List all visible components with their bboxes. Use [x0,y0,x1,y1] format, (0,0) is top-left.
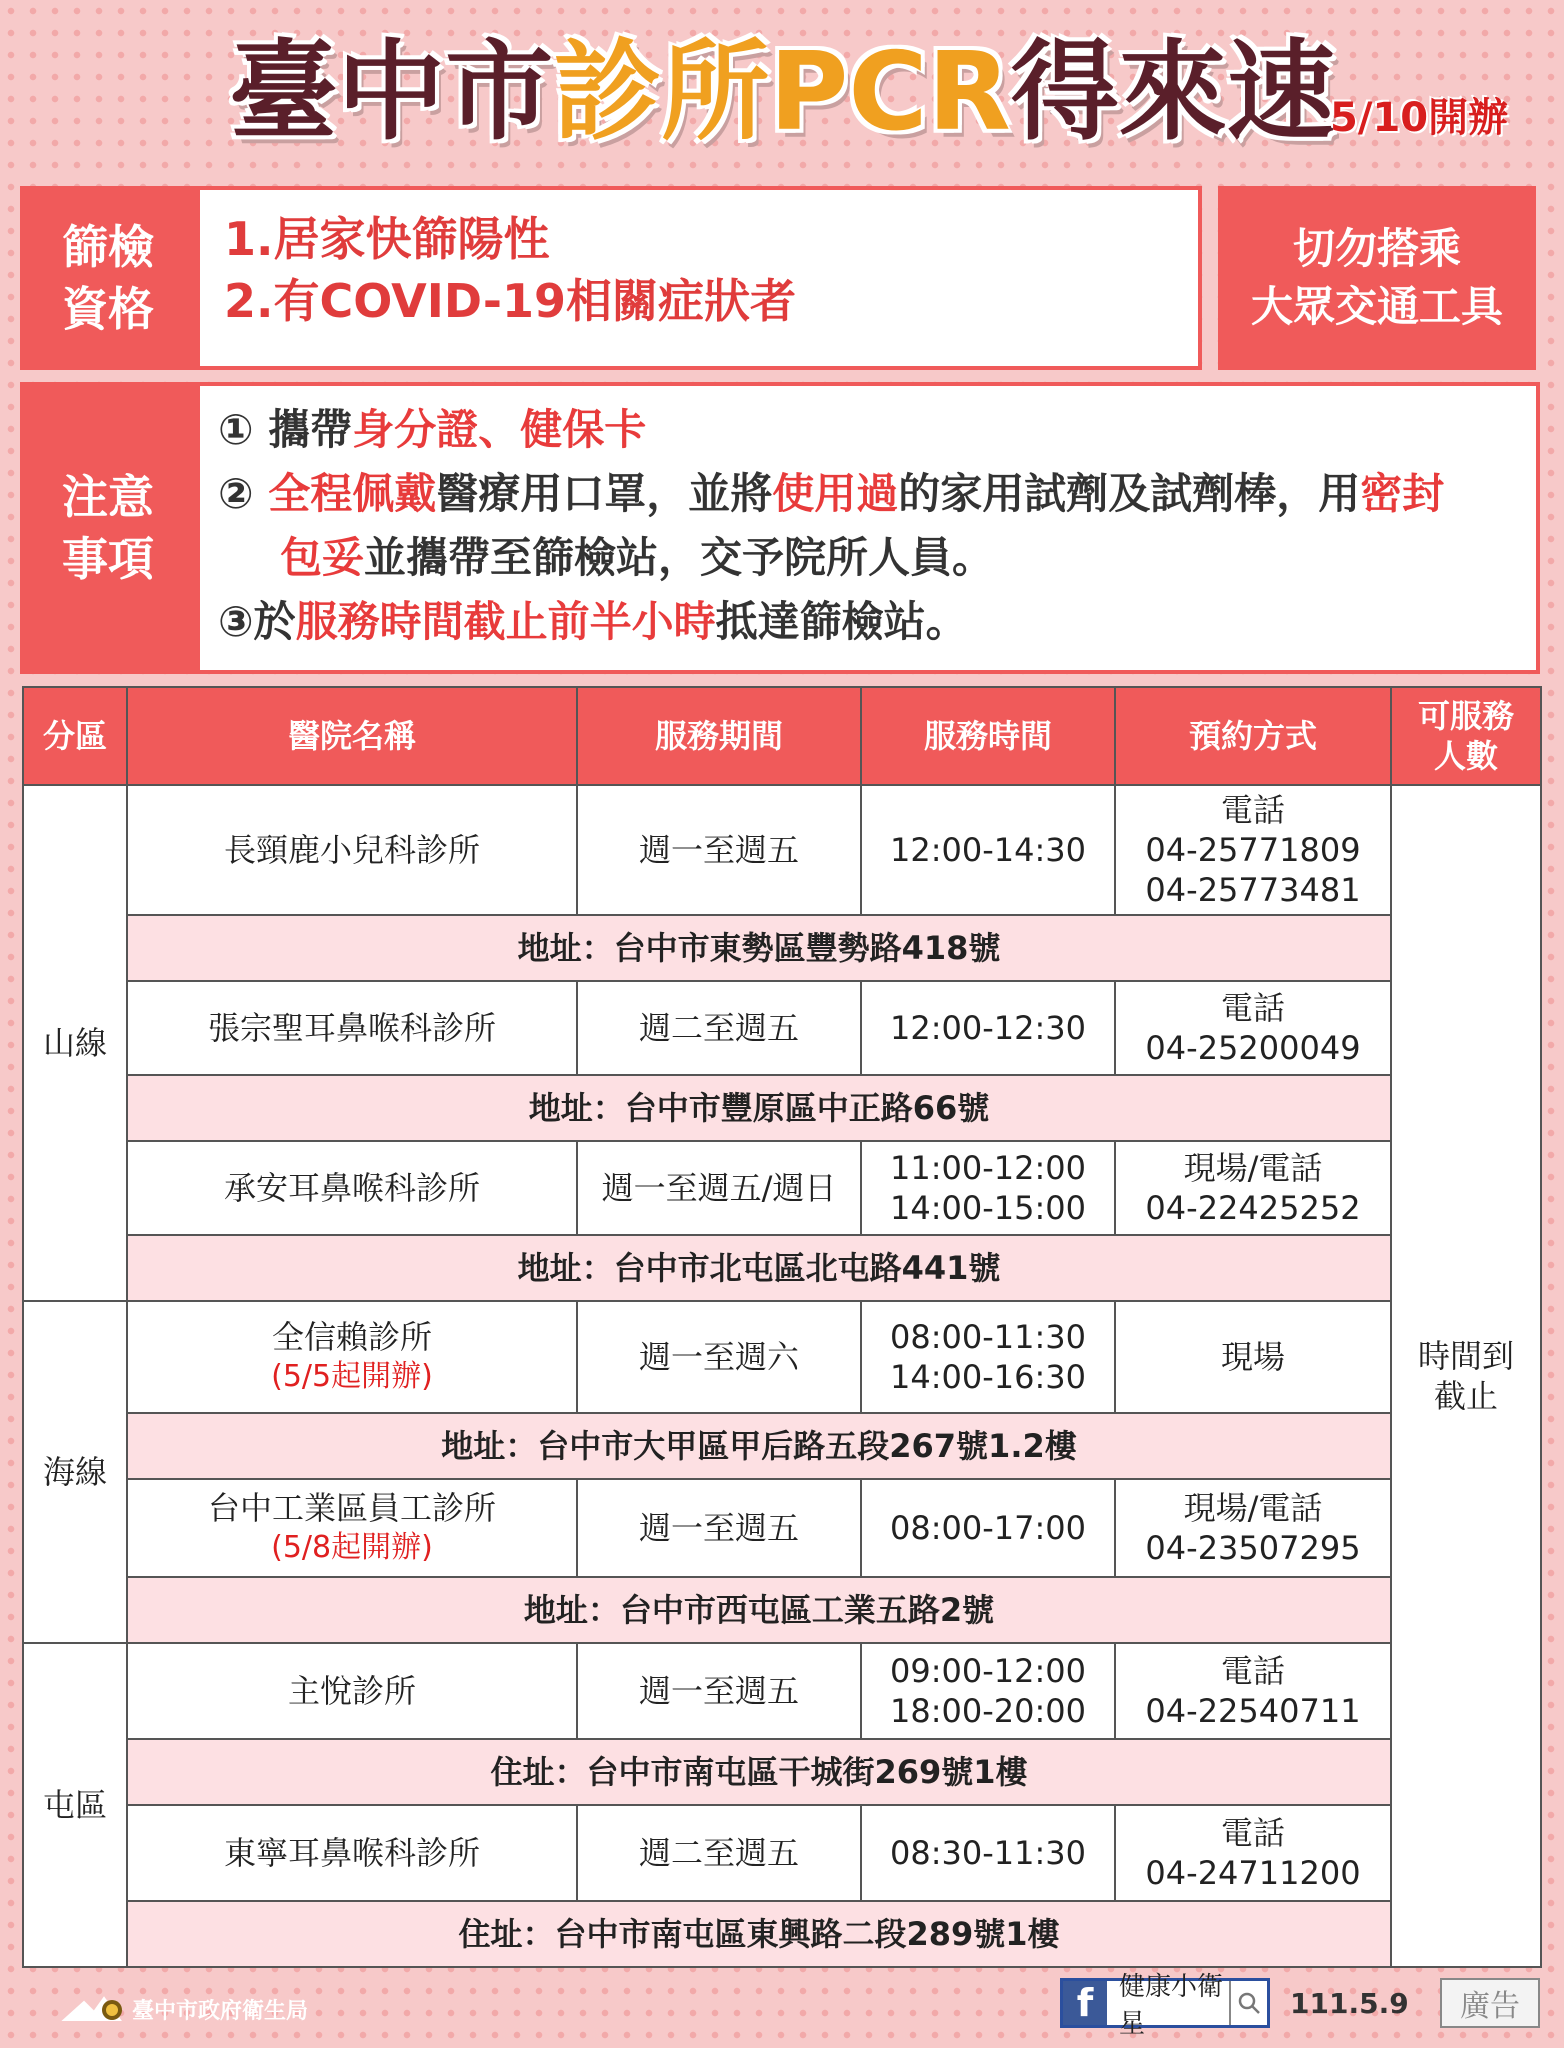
address-row [23,1413,1541,1479]
service-period: 週一至週五 [577,785,861,915]
service-period: 週一至週六 [577,1301,861,1413]
service-period: 週一至週五 [577,1479,861,1577]
notice-text: 醫療用口罩，並將 [436,469,773,518]
header-district: 分區 [23,687,127,785]
region-cell: 海線 [23,1301,127,1643]
table-row [23,981,1541,1075]
booking-line: 04-25771809 [1145,831,1361,869]
service-hours: 08:30-11:30 [861,1805,1115,1901]
booking-method [1115,981,1391,1075]
address-row [23,1075,1541,1141]
notice-label-line2: 事項 [62,532,154,586]
clinic-name: 長頸鹿小兒科診所 [127,785,577,915]
address-row [23,1901,1541,1967]
title-clinic-pcr: 診所PCR [553,30,1011,155]
booking-line: 04-23507295 [1145,1529,1361,1567]
booking-line: 04-22425252 [1145,1189,1361,1227]
clinic-name-text: 全信賴診所 [271,1318,432,1356]
booking-line: 04-22540711 [1145,1692,1361,1730]
notice-highlight: 全程佩戴 [268,469,437,518]
booking-line: 04-25773481 [1145,871,1361,909]
booking-line: 現場/電話 [1183,1489,1323,1527]
table-header-row [23,687,1541,785]
service-period: 週一至週五 [577,1643,861,1739]
address-row [23,1577,1541,1643]
transport-warning [1218,186,1536,370]
hours-line: 14:00-16:30 [890,1358,1086,1396]
facebook-page-badge[interactable] [1060,1972,1270,2039]
clinic-name-text: 台中工業區員工診所 [207,1489,496,1527]
clinic-name: 主悅診所 [127,1643,577,1739]
notice-item-1 [218,398,1536,462]
notice-text: 抵達篩檢站。 [715,597,968,646]
bureau-name: 臺中市政府衛生局 [132,1999,309,2024]
hours-line: 11:00-12:00 [890,1149,1086,1187]
service-hours [861,1643,1115,1739]
booking-line: 電話 [1220,989,1285,1027]
booking-line: 電話 [1220,791,1285,829]
service-period: 週二至週五 [577,1805,861,1901]
facebook-page-name: 健康小衛星 [1119,1972,1224,2039]
capacity-line: 時間到 [1417,1337,1514,1375]
header-booking: 預約方式 [1115,687,1391,785]
header-hospital: 醫院名稱 [127,687,577,785]
clinic-name: 張宗聖耳鼻喉科診所 [127,981,577,1075]
table-row [23,1141,1541,1235]
title-city: 臺中市 [229,30,554,155]
table-row [23,1643,1541,1739]
service-period: 週一至週五/週日 [577,1141,861,1235]
clinic-name: 承安耳鼻喉科診所 [127,1141,577,1235]
table-row [23,1301,1541,1413]
hours-line: 08:00-11:30 [890,1318,1086,1356]
notice-highlight: 身分證、健保卡 [352,405,647,454]
notice-text: ① 攜帶 [218,405,353,454]
header-capacity-line1: 可服務 [1417,697,1514,735]
transport-warning-line1: 切勿搭乘 [1292,224,1461,273]
health-bureau-logo [60,1990,320,2030]
region-cell: 屯區 [23,1643,127,1967]
qualification-label-line1: 篩檢 [62,220,154,274]
booking-line: 電話 [1220,1652,1285,1690]
open-date: 5/10開辦 [1330,95,1509,141]
region-cell: 山線 [23,785,127,1301]
notice-text: 的家用試劑及試劑棒，用 [898,469,1361,518]
notice-content [196,382,1540,674]
qualification-label-line2: 資格 [62,282,154,336]
header-period: 服務期間 [577,687,861,785]
qualification-content [196,186,1202,370]
service-period: 週二至週五 [577,981,861,1075]
publish-date: 111.5.9 [1290,1987,1409,2020]
qualification-item: 2.有COVID-19相關症狀者 [224,274,796,328]
hours-line: 14:00-15:00 [890,1189,1086,1227]
notice-highlight: 服務時間截止前半小時 [295,597,716,646]
opening-note: (5/5起開辦) [271,1359,433,1394]
notice-highlight: 使用過 [772,469,899,518]
notice-text: ③於 [218,597,296,646]
booking-line: 現場/電話 [1183,1149,1323,1187]
search-icon [1229,1981,1267,2025]
qualification-label [20,186,196,370]
clinic-address: 地址：台中市北屯區北屯路441號 [127,1235,1391,1301]
notice-text: ② [218,469,269,518]
notice-item-2 [218,462,1536,526]
notice-text: 並攜帶至篩檢站，交予院所人員。 [364,533,995,582]
clinic-schedule-table [22,686,1542,1968]
service-hours [861,1141,1115,1235]
ad-tag: 廣告 [1440,1978,1540,2028]
notice-item-3 [218,590,1536,654]
service-hours: 12:00-14:30 [861,785,1115,915]
notice-highlight: 包妥 [280,533,365,582]
address-row [23,915,1541,981]
header-hours: 服務時間 [861,687,1115,785]
booking-line: 04-25200049 [1145,1029,1361,1067]
clinic-address: 住址：台中市南屯區東興路二段289號1樓 [127,1901,1391,1967]
capacity-line: 截止 [1433,1377,1498,1415]
capacity-cell [1391,785,1541,1967]
booking-method: 現場 [1115,1301,1391,1413]
clinic-address: 地址：台中市大甲區甲后路五段267號1.2樓 [127,1413,1391,1479]
booking-method [1115,1805,1391,1901]
table-row [23,785,1541,915]
address-row [23,1235,1541,1301]
notice-label-line1: 注意 [62,470,154,524]
booking-method [1115,785,1391,915]
clinic-name [127,1479,577,1577]
notice-label [20,382,196,674]
booking-method [1115,1479,1391,1577]
opening-note: (5/8起開辦) [271,1530,433,1565]
hours-line: 18:00-20:00 [890,1692,1086,1730]
booking-line: 電話 [1220,1814,1285,1852]
notice-item-2-cont [218,526,1536,590]
address-row [23,1739,1541,1805]
clinic-name: 東寧耳鼻喉科診所 [127,1805,577,1901]
clinic-name [127,1301,577,1413]
header-capacity [1391,687,1541,785]
header-capacity-line2: 人數 [1433,737,1498,775]
hours-line: 09:00-12:00 [890,1652,1086,1690]
service-hours: 12:00-12:30 [861,981,1115,1075]
table-row [23,1805,1541,1901]
facebook-icon: f [1063,1981,1107,2025]
qualification-item: 1.居家快篩陽性 [224,212,550,266]
booking-method [1115,1141,1391,1235]
booking-line: 04-24711200 [1145,1854,1361,1892]
clinic-address: 地址：台中市西屯區工業五路2號 [127,1577,1391,1643]
clinic-address: 地址：台中市豐原區中正路66號 [127,1075,1391,1141]
clinic-address: 住址：台中市南屯區干城街269號1樓 [127,1739,1391,1805]
service-hours [861,1301,1115,1413]
transport-warning-line2: 大眾交通工具 [1250,282,1503,331]
service-hours: 08:00-17:00 [861,1479,1115,1577]
clinic-address: 地址：台中市東勢區豐勢路418號 [127,915,1391,981]
title-drive-through: 得來速 [1010,30,1335,155]
table-row [23,1479,1541,1577]
booking-method [1115,1643,1391,1739]
notice-highlight: 密封 [1360,469,1445,518]
